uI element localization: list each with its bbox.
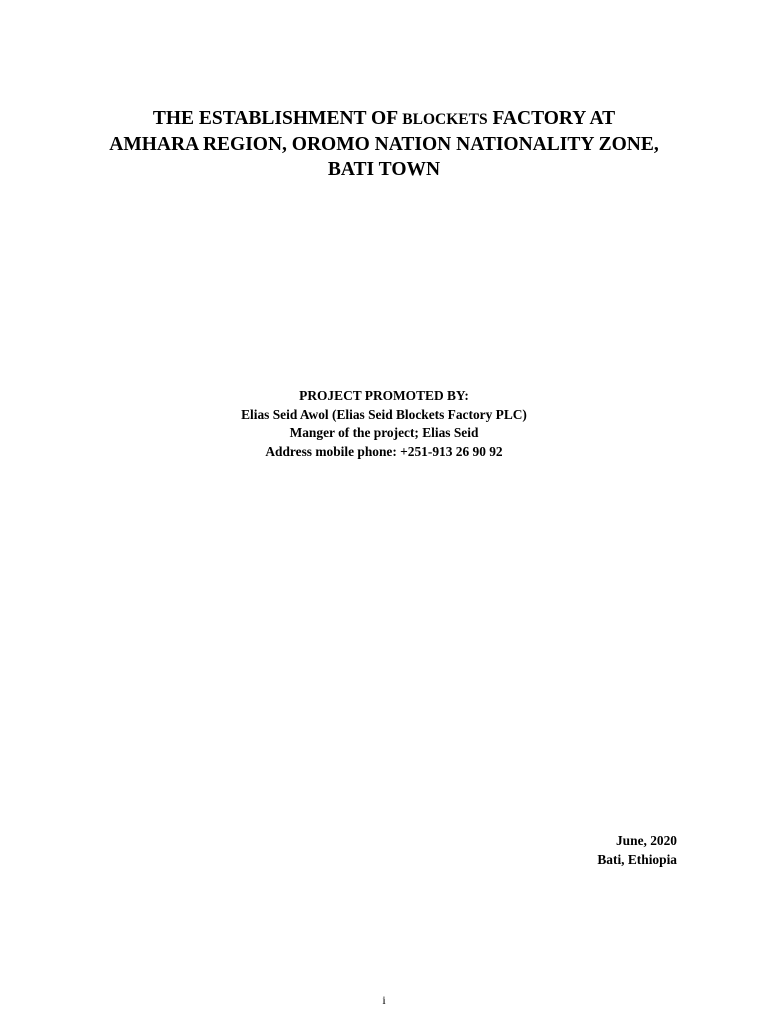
title-line-2: AMHARA REGION, OROMO NATION NATIONALITY ZONE,: [109, 134, 659, 155]
document-place: Bati, Ethiopia: [597, 851, 677, 867]
page-number: i: [382, 993, 386, 1007]
title-line-1-start: THE ESTABLISHMENT OF: [152, 108, 403, 129]
promoter-name: Elias Seid Awol (Elias Seid Blockets Factory PLC): [241, 406, 527, 422]
promoter-heading: PROJECT PROMOTED BY:: [299, 388, 469, 403]
promoter-phone: Address mobile phone: +251-913 26 90 92: [265, 444, 503, 460]
title-line-1-blockets: BLOCKETS: [402, 111, 488, 128]
title-line-3: BATI TOWN: [327, 159, 441, 180]
date-place-block: [597, 832, 677, 869]
title-line-1: [60, 106, 708, 132]
project-manager: Manger of the project; Elias Seid: [289, 425, 479, 441]
document-date: June, 2020: [615, 833, 677, 848]
title-line-1-end: FACTORY AT: [487, 108, 616, 129]
promoter-block: [100, 387, 668, 462]
document-title: [60, 106, 708, 182]
